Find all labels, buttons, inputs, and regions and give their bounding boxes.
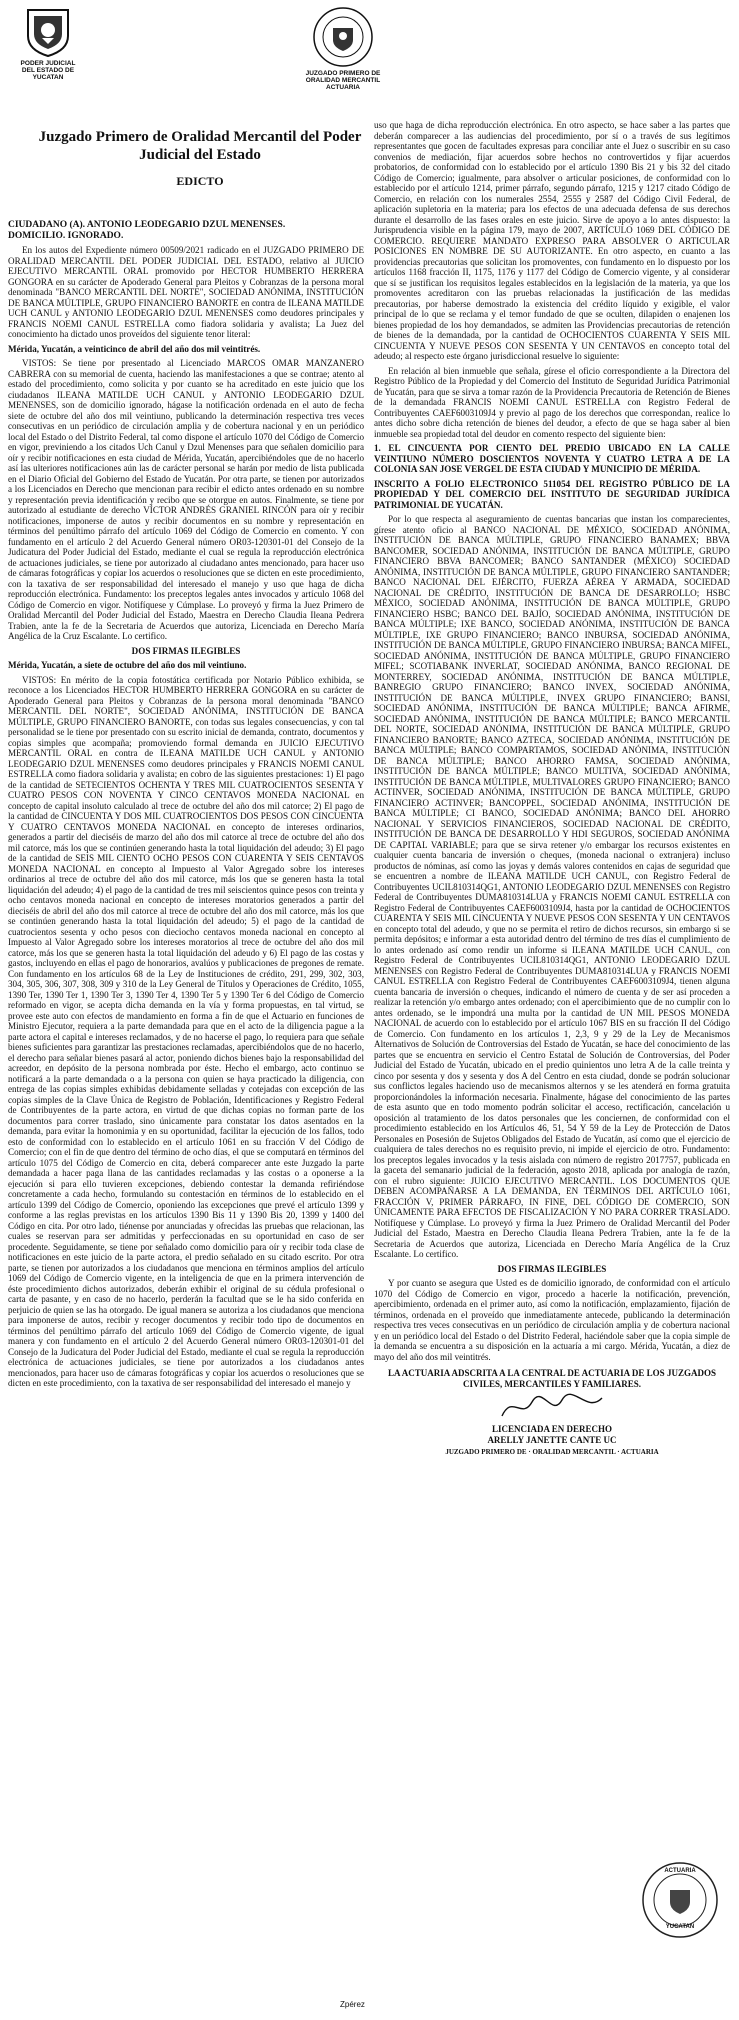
stamp-line: ORALIDAD MERCANTIL <box>532 1448 616 1456</box>
addressee-domicile: DOMICILIO. IGNORADO. <box>8 230 124 241</box>
stamp-line: JUZGADO PRIMERO DE <box>445 1448 527 1456</box>
document-type: EDICTO <box>176 174 224 188</box>
paragraph: Por lo que respecta al aseguramiento de cuentas bancarias que instan los comparecientes, gírese atento oficio al BANCO NACIONAL DE MÉXICO, SOCIEDAD ANÓNIMA, INSTITUCIÓN DE BANCA MÚLTIPLE, GRUPO FINANCIERO BANAMEX; BBVA BANCOMER, SOCIEDAD ANÓNIMA, INSTITUCIÓN DE BANCA MÚLTIPLE, GRUPO FINANCIERO BBVA BANCOMER; BANCO SANTANDER (MÉXICO) SOCIEDAD ANÓNIMA, INSTITUCIÓN DE BANCA MÚLTIPLE, GRUPO FINANCIERO SANTANDER; BANCO NACIONAL DEL EJÉRCITO, FUERZA AÉREA Y ARMADA, SOCIEDAD NACIONAL DE CRÉDITO, INSTITUCIÓN DE BANCA DE DESARROLLO; HSBC MÉXICO, SOCIEDAD ANÓNIMA, INSTITUCIÓN DE BANCA MÚLTIPLE, GRUPO FINANCIERO HSBC; BANCO DEL BAJÍO, SOCIEDAD ANÓNIMA, INSTITUCIÓN DE BANCA MÚLTIPLE; IXE BANCO, SOCIEDAD ANÓNIMA, INSTITUCIÓN DE BANCA MÚLTIPLE, IXE GRUPO FINANCIERO; BANCO INBURSA, SOCIEDAD ANÓNIMA, INSTITUCIÓN DE BANCA MÚLTIPLE, GRUPO FINANCIERO INBURSA; BANCA MIFEL, SOCIEDAD ANÓNIMA, INSTITUCIÓN DE BANCA MÚLTIPLE, GRUPO FINANCIERO MIFEL; SCOTIABANK INVERLAT, SOCIEDAD ANÓNIMA, BANCO REGIONAL DE MONTERREY, SOCIEDAD ANÓNIMA, INSTITUCIÓN DE BANCA MÚLTIPLE, BANREGIO GRUPO FINANCIERO; BANCO INVEX, SOCIEDAD ANÓNIMA, INSTITUCIÓN DE BANCA MÚLTIPLE, INVEX GRUPO FINANCIERO; BANSI, SOCIEDAD ANÓNIMA, INSTITUCIÓN DE BANCA MÚLTIPLE; BANCA AFIRME, SOCIEDAD ANÓNIMA, INSTITUCIÓN DE BANCA MÚLTIPLE; BANCO MERCANTIL DEL NORTE, SOCIEDAD ANÓNIMA, INSTITUCIÓN DE BANCA MÚLTIPLE, GRUPO FINANCIERO BANORTE; BANCO AZTECA, SOCIEDAD ANÓNIMA, INSTITUCIÓN DE BANCA MÚLTIPLE; BANCO COMPARTAMOS, SOCIEDAD ANÓNIMA, INSTITUCIÓN DE BANCA MÚLTIPLE; BANCO AHORRO FAMSA, SOCIEDAD ANÓNIMA, INSTITUCIÓN DE BANCA MÚLTIPLE; BANCO MULTIVA, SOCIEDAD ANÓNIMA, INSTITUCIÓN DE BANCA MÚLTIPLE, MULTIVALORES GRUPO FINANCIERO; BANCO ACTINVER, SOCIEDAD ANÓNIMA, INSTITUCIÓN DE BANCA MÚLTIPLE, GRUPO FINANCIERO ACTINVER; BANCOPPEL, SOCIEDAD ANÓNIMA, INSTITUCIÓN DE BANCA MÚLTIPLE; CI BANCO, SOCIEDAD ANÓNIMA; BANCO DEL AHORRO NACIONAL Y SERVICIOS FINANCIEROS, SOCIEDAD NACIONAL DE CRÉDITO, INSTITUCIÓN DE BANCA DE DESARROLLO Y HDI SEGUROS, SOCIEDAD ANÓNIMA DE CAPITAL VARIABLE; para que se sirva retener y/o embargar los recursos existentes en cualquier cuenta bancaria de inversión o cheques, (moneda nacional o extranjera) incluso productos de nóminas, así como las joyas y demás valores contenidos en cajas de seguridad que se encuentren a nombre de ILEANA MATILDE UCH CANUL, con Registro Federal de Contribuyentes UCIL810314QG1, ANTONIO LEODEGARIO DZUL MENENSES con Registro Federal de Contribuyentes DUMA810314LUA y FRANCIS NOEMI CANUL ESTRELLA con Registro Federal de Contribuyentes CAEF6003109J4, hasta por la cantidad de OCHOCIENTOS CUARENTA Y SEIS MIL CINCUENTA Y NUEVE PESOS CON SESENTA Y UN CENTAVOS en concepto total del adeudo, y que no se permita el retiro de dichos recursos, sin embargo si se permita depósitos; e informar a esta autoridad dentro del término de tres días el cumplimiento de lo antes ordenado así como rendir un informe si ILEANA MATILDE UCH CANUL, con Registro Federal de Contribuyentes UCIL810314QG1, ANTONIO LEODEGARIO DZUL MENENSES con Registro Federal de Contribuyentes DUMA810314LUA y FRANCIS NOEMI CANUL ESTRELLA con Registro Federal de Contribuyentes CAEF6003109J4, tienen alguna cuenta bancaria de inversión o cheques, indicando el número de cuenta y de ser así proceden a realizar la retención y/o embargo antes ordenado; con el apercibimiento que de no cumplir con lo antes ordenado, se le impondrá una multa por la cantidad de UN MIL PESOS MONEDA NACIONAL de acuerdo con lo establecido por el artículo 1067 BIS en su fracción II del Código de Comercio. Con fundamento en los artículos 1, 2,3, 9 y 29 de la Ley de Mecanismos Alternativos de Solución de Controversias del Estado de Yucatán, se hace del conocimiento de las partes que se encuentra en servicio el Centro Estatal de Solución de Controversias, del Poder Judicial del Estado de Yucatán, ubicado en el predio quinientos uno letra A de la calle treinta y cinco por sesenta y dos y sesenta y dos A del Centro en esta ciudad, donde se podrán solucionar sus conflictos legales haciendo uso de mecanismos alternos y se les atenderá en forma gratuita proporcionándoles la información necesaria. Finalmente, hágase del conocimiento de las partes de esta asunto que en todo momento podrán solicitar el acceso, rectificación, cancelación u oposición al tratamiento de los datos personales que les conciernen, de conformidad con el procedimiento establecido en los Artículos 46, 51, 54 Y 59 de la Ley de Protección de Datos Personales en Posesión de Sujetos Obligados del Estado de Yucatán, así como que el ejercicio de cualquiera de tales derechos no es requisito previo, ni impide el ejercicio de otro. Fundamento: los preceptos legales invocados y la tesis aislada con número de registro 2017757, publicada en la gaceta del semanario judicial de la federación, agosto 2018, aplicada por analogía de razón, con el rubro siguiente: JUICIO EJECUTIVO MERCANTIL. LOS DOCUMENTOS QUE DEBEN ACOMPAÑARSE A LA DEMANDA, EN TÉRMINOS DEL ARTÍCULO 1061, FRACCIÓN V, PRIMER PÁRRAFO, IN FINE, DEL CÓDIGO DE COMERCIO, SON ÚNICAMENTE PARA EFECTOS DE FISCALIZACIÓN Y NO PARA CORRER TRASLADO. Notifíquese y Cúmplase. Lo proveyó y firma la Juez Primero de Oralidad Mercantil del Poder Judicial del Estado, Maestra en Derecho Claudia Ileana Pedrera Trabien, ante la fe de la Secretaria de Acuerdos que autoriza, Licenciada en Derecho María Angélica de la Cruz Escalante. Lo certifico. <box>374 514 730 1259</box>
circular-seal-icon <box>312 6 374 68</box>
signatures-note: DOS FIRMAS ILEGIBLES <box>497 1263 607 1274</box>
court-crest-icon <box>24 6 72 58</box>
seal-right-line3: ACTUARIA <box>326 84 360 91</box>
closing-line: CIVILES, MERCANTILES Y FAMILIARES. <box>463 1379 641 1389</box>
closing-block <box>374 1368 730 1456</box>
signer-title: LICENCIADA EN DERECHO <box>491 1424 613 1434</box>
signatures-note: DOS FIRMAS ILEGIBLES <box>131 645 241 656</box>
registry-note: INSCRITO A FOLIO ELECTRONICO 511054 DEL REGISTRO PÚBLICO DE LA PROPIEDAD Y DEL COMERCIO DEL INSTITUTO DE SEGURIDAD JURÍDICA PATRIMONIAL DE YUCATÁN. <box>374 478 730 510</box>
stamp-top-text: ACTUARIA <box>664 1868 696 1874</box>
seal-right <box>298 6 388 91</box>
header <box>8 6 731 126</box>
seal-left-line3: YUCATAN <box>32 74 64 81</box>
right-column <box>374 120 730 1456</box>
seal-right-line1: JUZGADO PRIMERO DE <box>305 70 381 77</box>
left-column <box>8 120 364 1456</box>
seal-left-line1: PODER JUDICIAL <box>20 60 76 67</box>
date-heading: Mérida, Yucatán, a veinticinco de abril del año dos mil veintitrés. <box>8 343 261 354</box>
stamp-bottom-text: YUCATAN <box>665 1924 695 1930</box>
addressee <box>8 220 364 241</box>
signer-name: ARELLY JANETTE CANTE UC <box>487 1435 617 1445</box>
paragraph: Y por cuanto se asegura que Usted es de domicilio ignorado, de conformidad con el artículo 1070 del Código de Comercio en vigor, procedo a hacerle la notificación, prevención, apercibimiento, ordenada en el primer auto, así como la notificación, emplazamiento, fijación de términos, ordenada en el proveído que inmediatamente antecede, publicando la determinación respectiva tres veces consecutivas en un periódico de circulación amplia y de cobertura nacional y en un periódico local del Estado o del Distrito Federal, haciéndole saber que la copia simple de la demanda se encuentra a su disposición en la actuaría a mi cargo. Mérida, Yucatán, a diez de mayo del año dos mil veintitrés. <box>374 1278 730 1362</box>
paragraph: En los autos del Expediente número 00509/2021 radicado en el JUZGADO PRIMERO DE ORALIDAD MERCANTIL DEL PODER JUDICIAL DEL ESTADO, relativo al JUICIO EJECUTIVO MERCANTIL ORAL promovido por HECTOR HUMBERTO HERRERA GONGORA en su carácter de Apoderado General para Pleitos y Cobranzas de la persona moral denominada "BANCO MERCANTIL DEL NORTE", SOCIEDAD ANÓNIMA, INSTITUCIÓN DE BANCA MÚLTIPLE, GRUPO FINANCIERO BANORTE en contra de ILEANA MATILDE UCH CANUL y ANTONIO LEODEGARIO DZUL MENENSES como deudores principales y FRANCIS NOEMI CANUL ESTRELLA como fiadora solidaria y avalista; La Juez del conocimiento ha dictado unos proveídos del siguiente tenor literal: <box>8 245 364 339</box>
paragraph: VISTOS: En mérito de la copia fotostática certificada por Notario Público exhibida, se reconoce a los Licenciados HECTOR HUMBERTO HERRERA GONGORA en su carácter de Apoderado General para Pleitos y Cobranzas de la persona moral denominada "BANCO MERCANTIL DEL NORTE", SOCIEDAD ANÓNIMA, INSTITUCIÓN DE BANCA MÚLTIPLE, GRUPO FINANCIERO BANORTE, con todas sus legales consecuencias, y con tal personalidad se le tiene por presentado con su escrito inicial de demanda, contrato, documentos y copias simples que acompaña; promoviendo formal demanda en JUICIO EJECUTIVO MERCANTIL ORAL en contra de ILEANA MATILDE UCH CANUL y ANTONIO LEODEGARIO DZUL MENENSES como deudores principales y FRANCIS NOEMI CANUL ESTRELLA como fiadora solidaria y avalista; en cobro de las siguientes prestaciones: 1) El pago de la cantidad de SETECIENTOS OCHENTA Y TRES MIL CUATROCIENTOS SESENTA Y CUATRO PESOS CON NOVENTA Y CINCO CENTAVOS MONEDA NACIONAL en concepto de capital insoluto calculado al trece de octubre del año dos mil catorce; 2) El pago de la cantidad de CINCUENTA Y DOS MIL CUATROCIENTOS DOS PESOS CON CINCUENTA Y CUATRO CENTAVOS MONEDA NACIONAL en concepto de intereses ordinarios, generados a partir del dieciséis de marzo del año dos mil catorce al trece de octubre del año dos mil catorce, más los que se continúen generando hasta la total liquidación del adeudo; 3) El pago de la cantidad de SEIS MIL CIENTO OCHO PESOS CON CUARENTA Y SEIS CENTAVOS MONEDA NACIONAL en concepto al Impuesto al Valor Agregado sobre los intereses ordinarios al trece de octubre del año dos mil catorce, más los que se generen hasta la total liquidación del adeudo; 4) el pago de la cantidad de tres mil seiscientos quince pesos con treinta y ocho centavos moneda nacional en concepto de intereses moratorios generados a partir del dieciséis de abril del año dos mil catorce al trece de octubre del año dos mil catorce, más los que se continúen generando hasta la total liquidación del adeudo; 5) el pago de la cantidad de cuatrocientos sesenta y ocho pesos con dieciocho centavos moneda nacional en concepto al Impuesto al Valor Agregado sobre los intereses moratorios al trece de octubre del año dos mil catorce, más los que se generen hasta la total liquidación del adeudo y 6) El pago de las costas y gastos, incluyendo en ellas el pago de honorarios, avalúos y publicaciones de pregones de remate. Con fundamento en los artículos 68 de la Ley de Instituciones de crédito, 291, 299, 302, 303, 304, 305, 306, 307, 308, 309 y 310 de la Ley General de Títulos y Operaciones de Crédito, 1055, 1390 Ter, 1390 Ter 1, 1390 Ter 3, 1390 Ter 4, 1390 Ter 5 y 1390 Ter 6 del Código de Comercio reformado en vigor, se acepta dicha demanda en la vía y forma propuestas, en tal virtud, se provee este auto con efectos de mandamiento en forma a fin de que el Actuario en funciones de Ministro Ejecutor, requiera a la parte demandada para que en el acto de la diligencia pague a la parte actora el capital e intereses reclamados, y de no hacerse el pago, lo requiera para que señale bienes suficientes para garantizar las prestaciones reclamadas, apercibiéndolos que de no hacerlo, el derecho para señalar bienes pasará al actor, poniendo dichos bienes bajo la responsabilidad del acreedor, en depósito de la persona nombrada por éste. Hecho el embargo, acto continuo se notificará a la parte demandada o a la persona con quien se haya practicado la diligencia, con entrega de las copias simples exhibidas debidamente selladas y cotejadas con excepción de las copias simples de la Clave Única de Registro de Población, Identificaciones y Registro Federal de Contribuyentes de la parte actora, en virtud de que dichas copias no forman parte de los documentos para correr traslado, sino únicamente para constatar los datos asentados en la demanda, para evitar la homonimia y en su oportunidad, facilitar la ejecución de los fallos, todo esto de conformidad con lo establecido en el artículo 1061 en su fracción V del Código de Comercio; con el fin de que dentro del término de ocho días, el que se computará en términos del artículo 1075 del Código de Comercio en cita, deberá comparecer ante este Juzgado la parte demandada a hacer paga llana de las cantidades reclamadas y las costas o a oponerse a la ejecución si para ello tuvieren excepciones, debiendo contestar la demanda refiriéndose concretamente a cada hecho, formulando su contestación en términos de lo establecido en el artículo 1399 del Código de Comercio, oponiendo las excepciones que prevé el artículo 1399 y conforme a las reglas previstas en los artículos 1390 Bis 11 y 1390 Bis 20, 1399 y 1400 del Código en cita. Por otro lado, tiénense por anunciadas y ofrecidas las pruebas que relacionan, las cuales se reservan para ser admitidas y perfeccionadas en su oportunidad en caso de ser procedente. Seguidamente, se tiene por señalado como domicilio para oír y recibir toda clase de notificaciones en este juicio de la parte actora, el predio señalado en su citado escrito. Por otra parte, se tienen por autorizados a los ciudadanos que menciona en términos amplios del artículo 1069 del Código de Comercio vigente, en la inteligencia de que en la primera intervención de éste procedimiento dichos autorizados, deberán exhibir el original de su cédula profesional o carta de pasante, y en caso de no hacerlo, perderán la facultad que se le ha sido conferida en perjuicio de quien se las ha otorgado. De igual manera se autoriza a los ciudadanos que menciona para imponerse de autos, recibir y recoger documentos y recibir todo tipo de documentos en términos del penúltimo párrafo del artículo 1069 del Código de Comercio vigente, de igual manera y con fundamento en el artículo 2 del Acuerdo General número OR03-120301-01 del Consejo de la Judicatura del Poder Judicial del Estado, mediante el cual se regula la reproducción electrónica de actuaciones judiciales, se tiene por autorizados a los ciudadanos antes mencionados, para hacer uso de cámaras fotográficas y copiar los acuerdos o resoluciones que se dicten en este procedimiento, con la taxativa de ser responsabilidad del interesado el manejo y <box>8 674 364 1388</box>
property-item: 1. EL CINCUENTA POR CIENTO DEL PREDIO UBICADO EN LA CALLE VEINTIUNO NÚMERO DOSCIENTOS NOVENTA Y CUATRO LETRA A DE LA COLONIA SAN JOSE VERGEL DE ESTA CIUDAD Y MUNICIPIO DE MÉRIDA. <box>374 443 730 474</box>
date-heading: Mérida, Yucatán, a siete de octubre del año dos mil veintiuno. <box>8 660 247 670</box>
closing-line: LA ACTUARIA ADSCRITA A LA CENTRAL DE ACTUARIA DE LOS JUZGADOS <box>388 1368 716 1378</box>
addressee-name: CIUDADANO (A). ANTONIO LEODEGARIO DZUL MENENSES. <box>8 220 286 230</box>
footer-initials: Zpérez <box>340 2000 365 2009</box>
paragraph: uso que haga de dicha reproducción electrónica. En otro aspecto, se hace saber a las partes que deberán comparecer a las audiencias del procedimiento, por sí o a través de sus legítimos representantes que gocen de facultades expresas para conciliar ante el Juez o suscribir en su caso convenios de mediación, fijar acuerdos sobre hechos no controvertidos y fijar acuerdos probatorios, de conformidad con lo establecido por el artículo 1390 Bis 21 y bis 32 del citado Código de Comercio; igualmente, para absolver o articular posiciones, de conformidad con lo establecido por el artículo 1214, primer párrafo, segundo párrafo, 1215 y 1217 citado Código de Comercio, en relación con los numerales 2554, 2555 y 2587 del Código Civil Federal, de aplicación supletoria en la materia; para los efectos de una adecuada defensa de sus derechos durante el desarrollo de las fases orales en este juicio. Sirve de apoyo a lo antes dispuesto: la Jurisprudencia visible en la página 179, mayo de 2007, ARTÍCULO 1069 DEL CÓDIGO DE COMERCIO. REQUIERE MANDATO EXPRESO PARA ABSOLVER O ARTICULAR POSICIONES EN NOMBRE DE SU AUTORIZANTE. En otro aspecto, en cuanto a las providencias precautorias que solicitan los promoventes, con fundamento en lo dispuesto por los artículos 1168 fracción II, 1175, 1176 y 1177 del Código de Comercio vigente, y al considerar que sí se justifican los requisitos legales establecidos en la legislación de la materia, ya que los promoventes acreditaron con las pruebas relacionadas la justificación de las medidas precautorias, por haberse demostrado la existencia del crédito líquido y exigible, el valor principal de lo que se reclama y el temor fundado de que se oculten, dilapiden o enajenen los bienes propiedad de los hoy demandados, se admiten las Providencias precautorias de retención de bienes de la demandada, por la cantidad de OCHOCIENTOS CUARENTA Y SEIS MIL CINCUENTA Y NUEVE PESOS CON SESENTA Y UN CENTAVOS en concepto total del adeudo; al respecto este órgano jurisdiccional resuelve lo siguiente: <box>374 120 730 361</box>
official-stamp <box>640 1860 720 1945</box>
body-columns <box>8 120 731 1456</box>
seal-right-line2: ORALIDAD MERCANTIL <box>305 77 381 84</box>
signature-area <box>374 1390 730 1424</box>
seal-left <box>8 6 88 81</box>
signature-stamp: JUZGADO PRIMERO DE · ORALIDAD MERCANTIL · ACTUARIA <box>445 1448 659 1456</box>
seal-left-line2: DEL ESTADO DE <box>21 67 75 74</box>
paragraph: En relación al bien inmueble que señala, gírese el oficio correspondiente a la Directora del Registro Público de la Propiedad y del Comercio del Instituto de Seguridad Jurídica Patrimonial de Yucatán, para que se sirva a tomar razón de la Providencia Precautoria de Retención de Bienes de la demandada FRANCIS NOEMI CANUL ESTRELLA con Registro Federal de Contribuyentes CAEF6003109J4 y previo al pago de los derechos que correspondan, realice lo antes dicho sobre dicha retención de bienes del deudor, a efecto de que se haga saber al bien inmueble sea propiedad total del deudor en comento respecto del siguiente bien: <box>374 365 730 439</box>
paragraph: VISTOS: Se tiene por presentado al Licenciado MARCOS OMAR MANZANERO CABRERA con su memorial de cuenta, haciendo las manifestaciones a que se contrae; atento al estado del procedimiento, como solicita y por cuanto se ha acreditado en este juicio que los ciudadanos ILEANA MATILDE UCH CANUL y ANTONIO LEODEGARIO DZUL MENENSES, son de domicilio ignorado, hágase la notificación ordenada en el auto de fecha siete de octubre del año dos mil veintiuno, publicando la determinación respectiva tres veces consecutivas en un periódico de circulación amplia y de cobertura nacional y en un periódico local del Estado o del Distrito Federal, tal como dispone el artículo 1070 del Código de Comercio en vigor, previniendo a los citados Uch Canul y Dzul Menenses para que señalen domicilio para oír y recibir notificaciones en esta ciudad de Mérida, Yucatán, apercibiéndoles que de no hacerlo así las ulteriores notificaciones aún las de carácter personal se harán por medio de lista publicada en el Diario Oficial del Gobierno del Estado de Yucatán. Por otra parte, se tienen por autorizados a los Licenciados en Derecho que mencionan para recibir el edicto antes ordenado en su nombre y representación previa identificación y recibo que se otorgue en autos. Finalmente, se tiene por autorizado al estudiante de derecho VÍCTOR ANDRÉS GRANIEL RINCÓN para oír y recibir notificaciones, imponerse de autos y recibir documentos en su nombre y representación en términos del penúltimo párrafo del artículo 1069 del Código de Comercio en comento. Y con fundamento en el artículo 2 del Acuerdo General número OR03-120301-01 del Consejo de la Judicatura del Poder Judicial del Estado, mediante el cual se regula la reproducción electrónica de actuaciones judiciales, se tiene por autorizado al ciudadano antes mencionado, para hacer uso de cámaras fotográficas y copiar los acuerdos o resoluciones que se dicten en este procedimiento, con la taxativa de ser responsabilidad del interesado el manejo y uso que haga de dicha reproducción electrónica. Fundamento: los preceptos legales antes invocados y artículo 1068 del Código de Comercio en vigor. Notifíquese y Cúmplase. Lo proveyó y firma la Juez Primero de Oralidad Mercantil del Poder Judicial del Estado, Maestra en Derecho Claudia Ileana Pedrera Trabien, ante la fe de la Secretaria de Acuerdos que autoriza, Licenciada en Derecho María Angélica de la Cruz Escalante. Lo certifico. <box>8 358 364 641</box>
court-title: Juzgado Primero de Oralidad Mercantil del Poder Judicial del Estado <box>38 129 362 163</box>
handwritten-signature-icon <box>492 1390 612 1424</box>
stamp-line: ACTUARIA <box>620 1448 659 1456</box>
